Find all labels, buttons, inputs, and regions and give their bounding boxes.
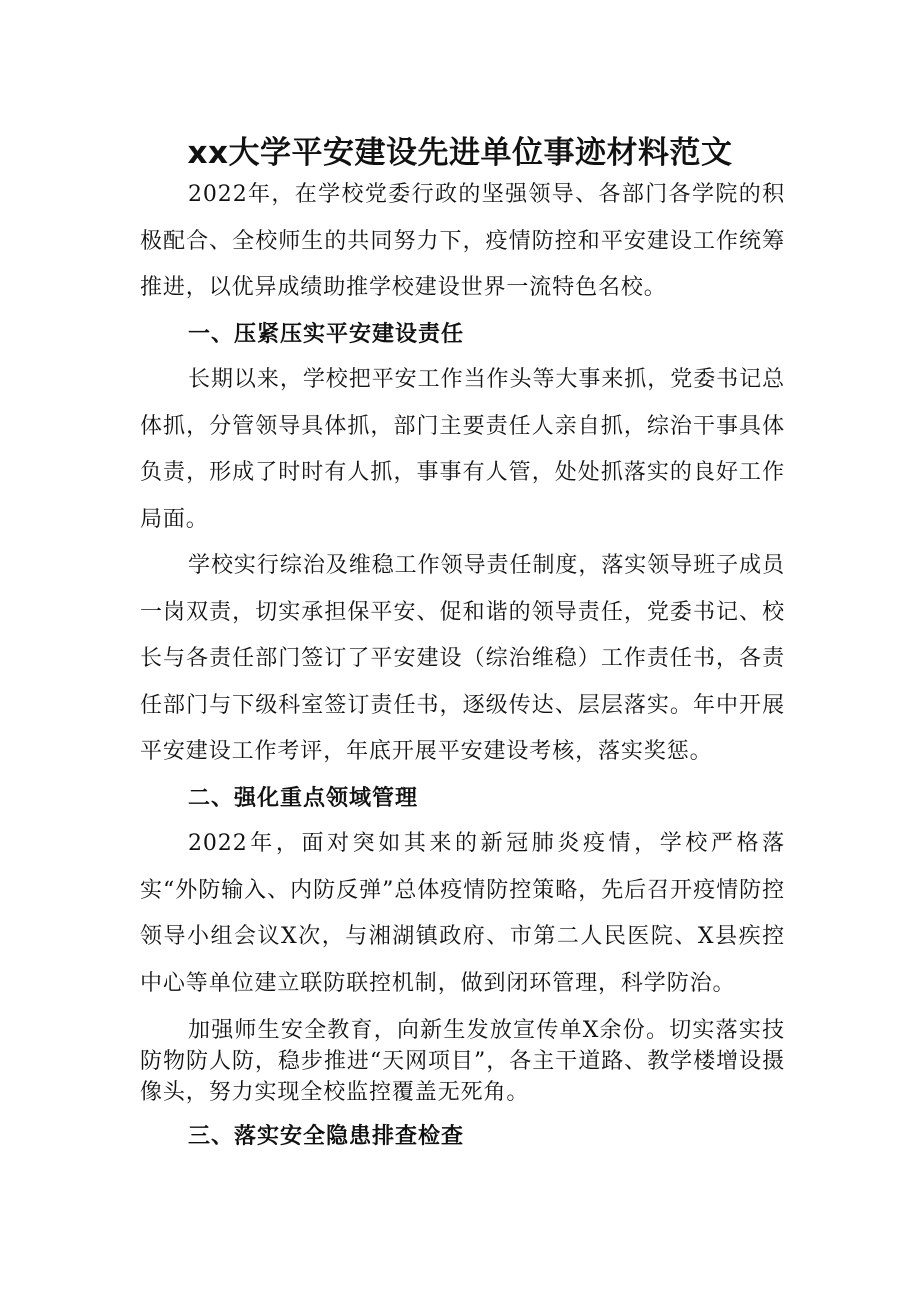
document-title: xx大学平安建设先进单位事迹材料范文	[187, 134, 733, 171]
intro-paragraph: 2022年，在学校党委行政的坚强领导、各部门各学院的积极配合、全校师生的共同努力下，疫情防控和平安建设工作统筹推进，以优异成绩助推学校建设世界一流特色名校。	[140, 182, 785, 300]
paragraph-safety-education: 加强师生安全教育，向新生发放宣传单X余份。切实落实技防物防人防，稳步推进“天网项目”，各主干道路、教学楼增设摄像头，努力实现全校监控覆盖无死角。	[140, 1018, 785, 1105]
paragraph-responsibility-overview: 长期以来，学校把平安工作当作头等大事来抓，党委书记总体抓，分管领导具体抓，部门主要责任人亲自抓，综治干事具体负责，形成了时时有人抓，事事有人管，处处抓落实的良好工作局面。	[140, 367, 785, 532]
section-heading-2: 二、强化重点领域管理	[188, 785, 419, 811]
section-heading-3: 三、落实安全隐患排查检查	[188, 1123, 465, 1149]
paragraph-responsibility-system: 学校实行综治及维稳工作领导责任制度，落实领导班子成员一岗双责，切实承担保平安、促和谐的领导责任，党委书记、校长与各责任部门签订了平安建设（综治维稳）工作责任书，各责任部门与下级科室签订责任书，逐级传达、层层落实。年中开展平安建设工作考评，年底开展平安建设考核，落实奖惩。	[140, 553, 785, 764]
paragraph-epidemic-control: 2022年，面对突如其来的新冠肺炎疫情，学校严格落实“外防输入、内防反弹”总体疫情防控策略，先后召开疫情防控领导小组会议X次，与湘湖镇政府、市第二人民医院、X县疾控中心等单位建立联防联控机制，做到闭环管理，科学防治。	[140, 831, 785, 996]
section-heading-1: 一、压紧压实平安建设责任	[188, 321, 465, 347]
